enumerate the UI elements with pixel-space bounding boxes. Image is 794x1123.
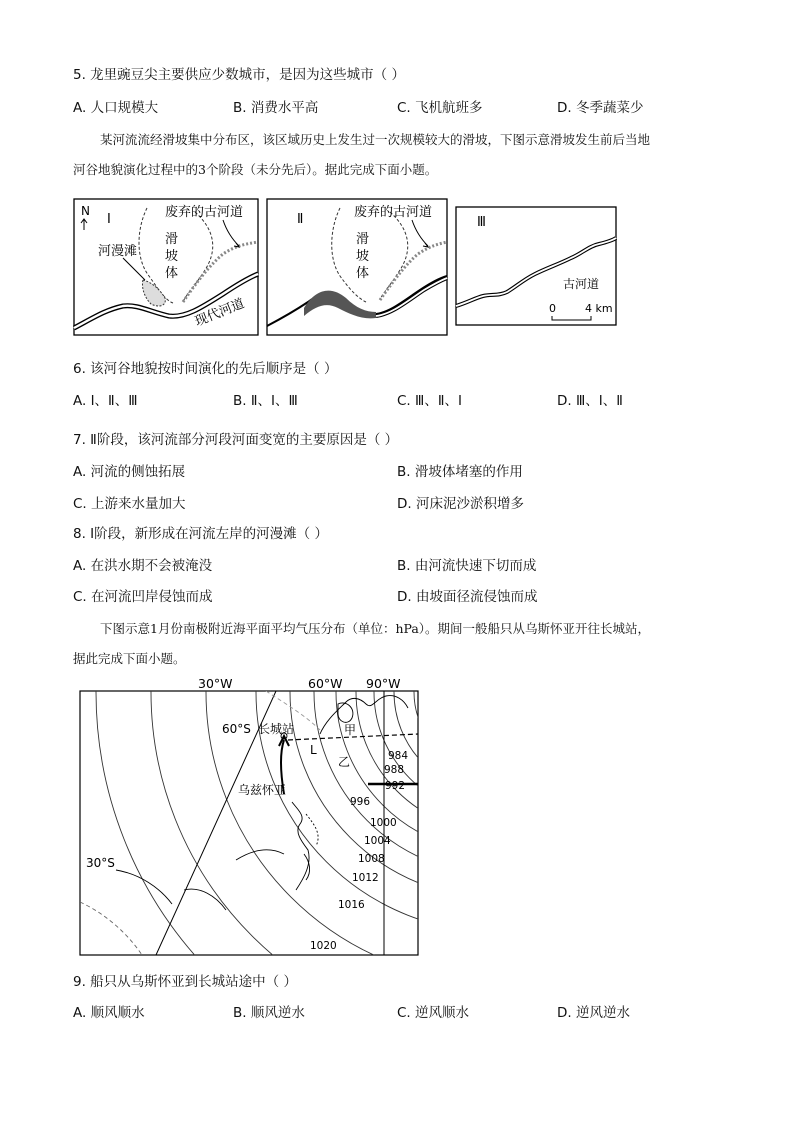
- landform-panel-2: [266, 198, 448, 336]
- lat-30s: 30°S: [86, 856, 115, 870]
- svg-text:0: 0: [549, 302, 556, 315]
- svg-text:坡: 坡: [165, 249, 179, 264]
- q9-stem: 9. 船只从乌斯怀亚到长城站途中（ ）: [73, 974, 297, 990]
- q8-option-b: B. 由河流快速下切而成: [397, 558, 537, 574]
- q7-option-a: A. 河流的侧蚀拓展: [73, 464, 186, 480]
- old-channel-label: 废弃的古河道: [165, 205, 244, 220]
- svg-text:坡: 坡: [356, 249, 370, 264]
- q5-option-b: B. 消费水平高: [233, 100, 319, 116]
- svg-text:1012: 1012: [352, 872, 379, 884]
- floodplain-label: 河漫滩: [98, 244, 138, 259]
- intro2-line2: 据此完成下面小题。: [73, 651, 186, 666]
- svg-text:废弃的古河道: 废弃的古河道: [354, 205, 433, 220]
- intro2-line1: 下图示意1月份南极附近海平面平均气压分布（单位：hPa）。期间一般船只从乌斯怀亚开往长城站，: [100, 621, 651, 636]
- panel1-roman: Ⅰ: [107, 212, 111, 227]
- q6-option-b: B. Ⅱ、Ⅰ、Ⅲ: [233, 393, 298, 409]
- q6-option-d: D. Ⅲ、Ⅰ、Ⅱ: [557, 393, 623, 409]
- svg-text:体: 体: [165, 266, 179, 281]
- landform-panel-3: [455, 206, 617, 326]
- q5-option-a: A. 人口规模大: [73, 100, 159, 116]
- svg-text:滑: 滑: [356, 232, 370, 247]
- intro1-line2: 河谷地貌演化过程中的3个阶段（未分先后）。据此完成下面小题。: [73, 162, 438, 177]
- north-label: N: [81, 204, 90, 218]
- svg-text:1004: 1004: [364, 835, 391, 847]
- q9-option-a: A. 顺风顺水: [73, 1005, 145, 1021]
- svg-text:体: 体: [356, 266, 370, 281]
- lon-30w: 30°W: [198, 676, 233, 691]
- q8-option-c: C. 在河流凹岸侵蚀而成: [73, 589, 213, 605]
- intro1-line1: 某河流流经滑坡集中分布区，该区域历史上发生过一次规模较大的滑坡，下图示意滑坡发生前后当地: [100, 132, 651, 147]
- low-pressure-label: L: [310, 743, 317, 757]
- landform-panel-1: [73, 198, 259, 336]
- q8-option-a: A. 在洪水期不会被淹没: [73, 558, 213, 574]
- q9-option-c: C. 逆风顺水: [397, 1005, 470, 1021]
- lat-60s: 60°S: [222, 722, 251, 736]
- svg-text:992: 992: [385, 780, 406, 792]
- q7-option-c: C. 上游来水量加大: [73, 496, 186, 512]
- svg-text:984: 984: [388, 750, 409, 762]
- q9-option-b: B. 顺风逆水: [233, 1005, 305, 1021]
- q6-option-c: C. Ⅲ、Ⅱ、Ⅰ: [397, 393, 462, 409]
- lon-60w: 60°W: [308, 676, 343, 691]
- pressure-map: [76, 674, 422, 958]
- lon-90w: 90°W: [366, 676, 401, 691]
- svg-text:4 km: 4 km: [585, 302, 613, 315]
- svg-text:1016: 1016: [338, 899, 365, 911]
- svg-text:996: 996: [350, 796, 371, 808]
- svg-text:988: 988: [384, 764, 405, 776]
- ushuaia-label: 乌兹怀亚: [238, 783, 287, 797]
- panel2-roman: Ⅱ: [297, 212, 304, 227]
- svg-text:1020: 1020: [310, 940, 337, 952]
- q8-option-d: D. 由坡面径流侵蚀而成: [397, 589, 538, 605]
- q7-option-d: D. 河床泥沙淤积增多: [397, 496, 524, 512]
- q6-stem: 6. 该河谷地貌按时间演化的先后顺序是（ ）: [73, 361, 338, 377]
- point-yi: 乙: [338, 755, 351, 769]
- great-wall-station-label: 长城站: [258, 722, 295, 736]
- q7-option-b: B. 滑坡体堵塞的作用: [397, 464, 523, 480]
- ancient-river-label: 古河道: [563, 277, 600, 291]
- q8-stem: 8. Ⅰ阶段，新形成在河流左岸的河漫滩（ ）: [73, 526, 328, 542]
- q9-option-d: D. 逆风逆水: [557, 1005, 630, 1021]
- q5-option-c: C. 飞机航班多: [397, 100, 483, 116]
- svg-text:1000: 1000: [370, 817, 397, 829]
- q6-option-a: A. Ⅰ、Ⅱ、Ⅲ: [73, 393, 138, 409]
- point-jia: 甲: [344, 723, 357, 737]
- modern-river-label: 现代河道: [192, 296, 247, 330]
- q7-stem: 7. Ⅱ阶段，该河流部分河段河面变宽的主要原因是（ ）: [73, 432, 399, 448]
- svg-text:1008: 1008: [358, 853, 385, 865]
- q5-option-d: D. 冬季蔬菜少: [557, 100, 644, 116]
- svg-text:滑: 滑: [165, 232, 179, 247]
- panel3-roman: Ⅲ: [477, 215, 486, 230]
- q5-stem: 5. 龙里豌豆尖主要供应少数城市，是因为这些城市（ ）: [73, 67, 405, 83]
